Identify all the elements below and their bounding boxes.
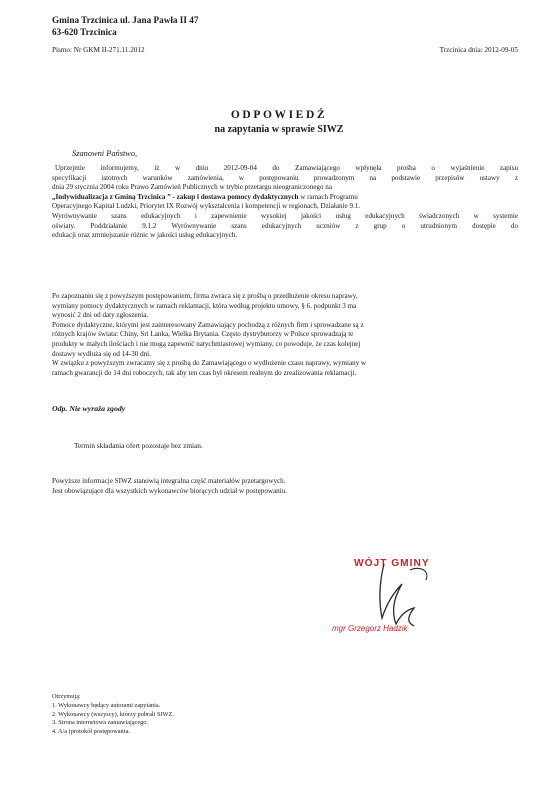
question-line: różnych krajów świata: Chiny, Sri Lanka, Wielka Brytania. Często dystrybutorzy w Polsce sprowadzają te: [52, 330, 354, 339]
stamp-name: mgr Grzegorz Hadzik: [332, 624, 408, 633]
question-line: ramach gwarancji do 14 dni roboczych, tak aby ten czas był okresem realnym do zrealizowania reklamacji.: [52, 368, 357, 377]
document-subtitle: na zapytania w sprawie SIWZ: [214, 124, 344, 135]
recipient-item: 4. A/a (protokół postępowania.: [52, 728, 130, 736]
intro-line-rest: w ramach Programu: [298, 192, 358, 201]
intro-line: specyfikacji istotnych warunków zamówienia, w postępowaniu prowadzonym na podstawie przepisów ustawy z: [52, 173, 518, 182]
closing-line: Powyższe informacje SIWZ stanowią integralna część materiałów przetargowych.: [52, 477, 286, 485]
handwritten-signature-icon: [356, 558, 496, 630]
question-line: wynosić 2 dni od daty zgłoszenia.: [52, 311, 149, 320]
intro-line: edukacji oraz zmniejszanie różnic w jakości usług edukacyjnych.: [52, 231, 238, 240]
closing-line: Jest obowiązujące dla wszystkich wykonawców biorących udział w postępowaniu.: [52, 486, 288, 495]
greeting: Szanowni Państwo,: [72, 149, 138, 158]
answer: Odp. Nie wyraża zgody: [52, 404, 126, 413]
question-line: wymiany pomocy dydaktycznych w ramach reklamacji, która według projektu umowy, § 6. podpunkt 3 ma: [52, 301, 357, 310]
question-line: dostawy wydłuża się od 14-30 dni.: [52, 349, 151, 358]
stamp-title: WÓJT GMINY: [354, 558, 430, 569]
document-title: ODPOWIEDŹ: [230, 109, 328, 121]
closing-paragraph: [52, 477, 518, 496]
recipients-list: [52, 693, 174, 737]
intro-line: Wyrównywanie szans edukacyjnych i zapewnienie wysokiej jakości usług edukacyjnych świadczonych w systemie: [52, 211, 518, 220]
intro-paragraph: [52, 164, 518, 241]
intro-line: Uprzejmie informujemy, iż w dniu 2012-09-04 do Zamawiającego wpłynęła prośba o wyjaśnienie zapisu: [55, 164, 518, 172]
question-line: W związku z powyższym zwracamy się z prośbą do Zamawiającego o wydłużenie czasu naprawy, wymiany w: [52, 359, 367, 368]
procurement-title: „Indywidualizacja z Gminą Trzcinica ” - zakup i dostawa pomocy dydaktycznych: [52, 192, 299, 201]
recipient-item: 1. Wykonawcy będący autorami zapytania.: [52, 701, 161, 709]
recipient-item: 2. Wykonawcy (wszyscy), którzy pobrali SIWZ.: [52, 710, 174, 718]
recipients-label: Otrzymują:: [52, 693, 81, 700]
sender-line-1: Gmina Trzcinica ul. Jana Pawła II 47: [52, 15, 199, 25]
signature-stamp: [332, 558, 496, 633]
question-line: Po zapoznaniu się z powyższym postępowaniem, firma zwraca się z prośbą o przedłużenie okresu naprawy,: [52, 292, 358, 300]
letter-reference: Pismo: Nr GKM II-271.11.2012: [52, 46, 145, 54]
question-line: Pomoce dydaktyczne, którymi jest zainteresowany Zamawiający pochodzą z różnych firm i sprowadzane są z: [52, 320, 364, 329]
sender-line-2: 63-620 Trzcinica: [52, 27, 117, 37]
intro-line: Operacyjnego Kapitał Ludzki, Priorytet IX Rozwój wykształcenia i kompetencji w regionach, Działanie 9.1.: [52, 202, 361, 211]
intro-line: oświaty. Poddziałanie 9.1.2 Wyrównywanie szans edukacyjnych uczniów z grup o utrudnionym dostępie do: [52, 221, 518, 230]
recipient-item: 3. Strona internetowa zamawiającego.: [52, 719, 148, 727]
question-line: produkty w małych ilościach i nie mogą zapewnić natychmiastowej wymiany, co powoduje, że czas kolejnej: [52, 339, 361, 348]
intro-line: [52, 193, 518, 203]
sender-address: [52, 14, 198, 38]
intro-line: dnia 29 stycznia 2004 roku Prawo Zamówień Publicznych w trybie przetargu nieograniczonego na: [52, 183, 332, 192]
question-paragraph: [52, 292, 518, 378]
deadline-note: Termin składania ofert pozostaje bez zmian.: [74, 441, 203, 450]
letter-date: Trzcinica dnia: 2012-09-05: [439, 46, 518, 54]
